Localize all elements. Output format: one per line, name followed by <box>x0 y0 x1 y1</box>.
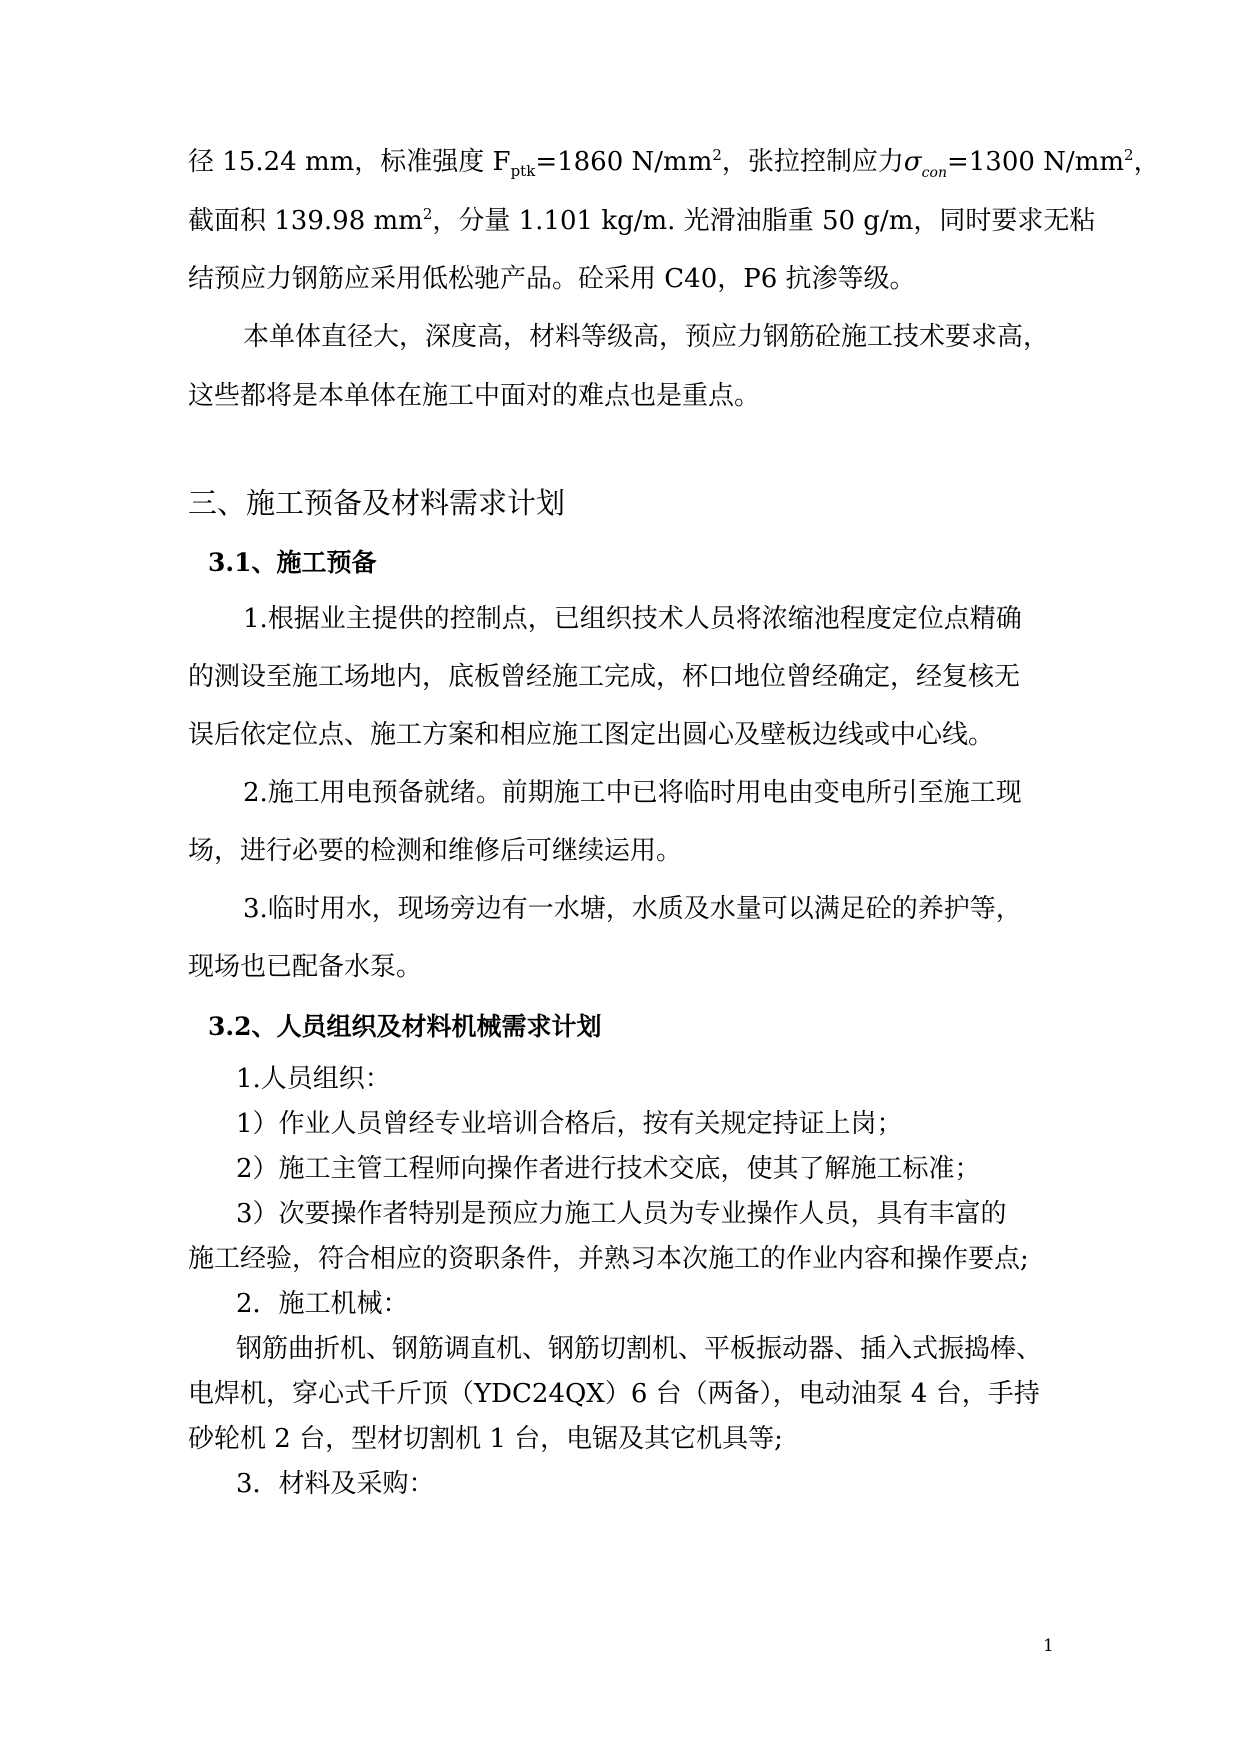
para1-line1 <box>188 146 1160 182</box>
s32-line: 钢筋曲折机、钢筋调直机、钢筋切割机、平板振动器、插入式振捣棒、 <box>236 1334 1043 1364</box>
s32-line: 1.人员组织： <box>236 1064 391 1094</box>
s32-line: 3）次要操作者特别是预应力施工人员为专业操作人员，具有丰富的 <box>236 1199 1007 1229</box>
s32-line: 施工经验，符合相应的资职条件，并熟习本次施工的作业内容和操作要点; <box>188 1244 1029 1274</box>
sigma-symbol: σ <box>903 147 922 177</box>
s31-p3-line2: 现场也已配备水泵。 <box>188 952 423 982</box>
s31-p2-line1: 2.施工用电预备就绪。前期施工中已将临时用电由变电所引至施工现 <box>243 778 1022 808</box>
para2-line2: 这些都将是本单体在施工中面对的难点也是重点。 <box>188 381 761 411</box>
subscript-con: con <box>921 165 947 181</box>
s31-p2-line2: 场，进行必要的检测和维修后可继续运用。 <box>188 836 683 866</box>
s31-p3-line1: 3.临时用水，现场旁边有一水塘，水质及水量可以满足砼的养护等， <box>243 894 1022 924</box>
text-run: =1860 N/mm <box>535 147 713 177</box>
s31-p1-line2: 的测设至施工场地内，底板曾经施工完成，杯口地位曾经确定，经复核无 <box>188 662 1021 692</box>
text-run: ，分量 1.101 kg/m. 光滑油脂重 50 g/m，同时要求无粘 <box>432 206 1096 236</box>
text-run: ，张拉控制应力 <box>721 147 904 177</box>
s32-line: 3．材料及采购： <box>236 1469 435 1499</box>
s32-line: 2．施工机械： <box>236 1289 409 1319</box>
subscript-ptk: ptk <box>510 162 536 180</box>
para1-line3: 结预应力钢筋应采用低松驰产品。砼采用 C40，P6 抗渗等级。 <box>188 264 916 294</box>
s32-line: 电焊机，穿心式千斤顶（YDC24QX）6 台（两备），电动油泵 4 台，手持 <box>188 1379 1040 1409</box>
para2-line1: 本单体直径大，深度高，材料等级高，预应力钢筋砼施工技术要求高， <box>243 322 1050 352</box>
text-run: 截面积 139.98 mm <box>188 206 423 236</box>
text-run: 径 15.24 mm，标准强度 F <box>188 147 511 177</box>
superscript-2: 2 <box>712 146 722 164</box>
s31-p1-line3: 误后依定位点、施工方案和相应施工图定出圆心及壁板边线或中心线。 <box>188 720 995 750</box>
page-number: 1 <box>1043 1636 1054 1656</box>
para1-line2 <box>188 205 1096 240</box>
superscript-2: 2 <box>422 205 433 223</box>
superscript-2: 2 <box>1124 146 1134 164</box>
s32-line: 2）施工主管工程师向操作者进行技术交底，使其了解施工标准； <box>236 1154 981 1184</box>
section-heading: 三、施工预备及材料需求计划 <box>188 486 566 520</box>
text-run: ， <box>1133 147 1160 177</box>
s31-p1-line1: 1.根据业主提供的控制点，已组织技术人员将浓缩池程度定位点精确 <box>243 604 1022 634</box>
subsection-heading-3-2: 3.2、人员组织及材料机械需求计划 <box>208 1012 602 1041</box>
s32-line: 1）作业人员曾经专业培训合格后，按有关规定持证上岗； <box>236 1109 903 1139</box>
subsection-heading-3-1: 3.1、施工预备 <box>208 548 377 577</box>
s32-line: 砂轮机 2 台，型材切割机 1 台，电锯及其它机具等; <box>188 1424 783 1454</box>
text-run: =1300 N/mm <box>946 147 1125 177</box>
